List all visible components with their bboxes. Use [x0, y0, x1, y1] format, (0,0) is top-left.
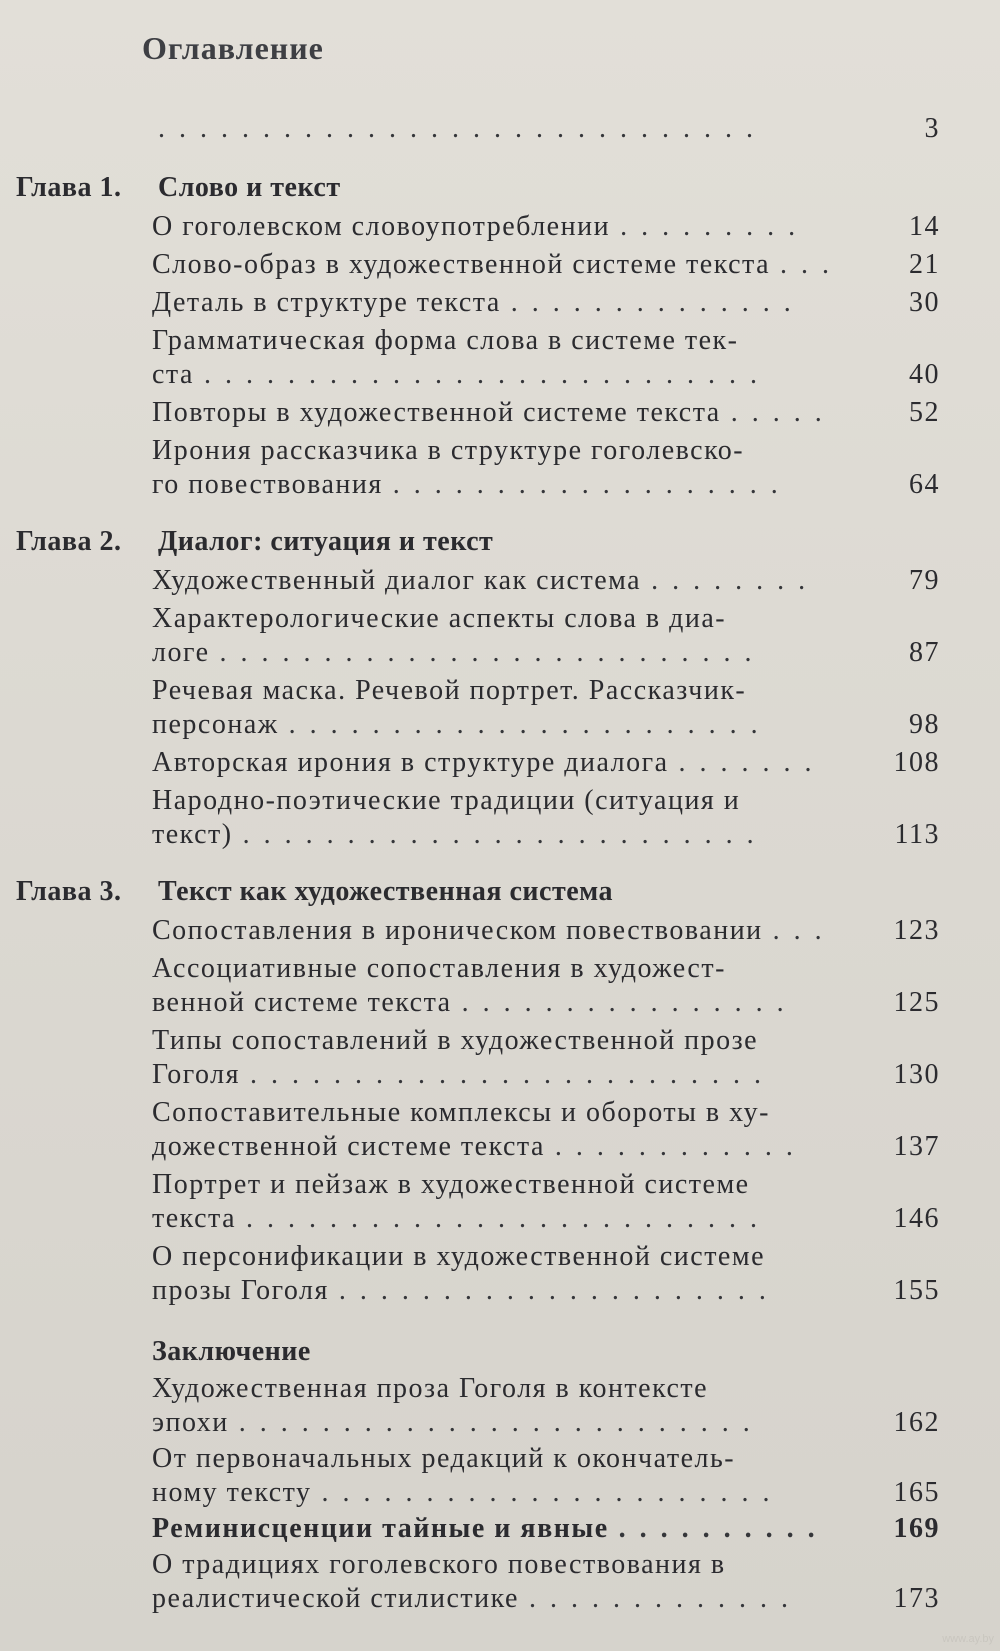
- chapter-heading: [16, 876, 613, 908]
- toc-entry-line: Речевая маска. Речевой портрет. Рассказчик-: [152, 675, 747, 706]
- page-number: 173: [893, 1583, 940, 1614]
- toc-entry-line: От первоначальных редакций к окончатель-: [152, 1443, 736, 1474]
- toc-entry-line: Гоголя: [152, 1059, 240, 1090]
- toc-entry: [152, 784, 940, 852]
- toc-entry-line: реалистической стилистике: [152, 1583, 519, 1614]
- page-number: 162: [893, 1407, 940, 1438]
- toc-entry: [152, 952, 940, 1020]
- chapter-title: Слово и текст: [158, 172, 341, 203]
- toc-intro-entry: [148, 112, 940, 146]
- toc-entry-line: Реминисценции тайные и явные: [152, 1513, 609, 1544]
- toc-entry-line: текста: [152, 1203, 237, 1234]
- toc-entry: [152, 324, 940, 392]
- toc-entry: [152, 602, 940, 670]
- chapter-heading: [16, 172, 341, 204]
- toc-entry: [152, 1548, 940, 1616]
- toc-entry-line: Народно-поэтические традиции (ситуация и: [152, 785, 741, 816]
- toc-entry: [152, 914, 940, 948]
- toc-entry: [152, 1168, 940, 1236]
- page-number: 169: [893, 1513, 940, 1544]
- toc-entry-line: венной системе текста: [152, 987, 452, 1018]
- page-number: 87: [909, 637, 940, 668]
- dot-leader: .........................: [246, 1203, 772, 1234]
- dot-leader: .....................: [338, 1275, 780, 1306]
- page-number: 137: [893, 1131, 940, 1162]
- toc-entry-line: Художественная проза Гоголя в контексте: [152, 1373, 709, 1404]
- toc-entry: [152, 210, 940, 244]
- dot-leader: ........: [651, 565, 820, 596]
- toc-entry-line: Ирония рассказчика в структуре гоголевско-: [152, 435, 745, 466]
- watermark: www.ay.by: [942, 1633, 994, 1645]
- dot-leader: ...................: [392, 469, 792, 500]
- toc-entry-line: О гоголевском словоупотреблении: [152, 211, 611, 242]
- toc-entry: [152, 1240, 940, 1308]
- toc-entry: [152, 1512, 940, 1546]
- toc-entry-line: прозы Гоголя: [152, 1275, 329, 1306]
- chapter-title: Диалог: ситуация и текст: [158, 526, 494, 557]
- toc-entry: [152, 396, 940, 430]
- toc-entry-line: Авторская ирония в структуре диалога: [152, 747, 669, 778]
- toc-entry-line: текст): [152, 819, 233, 850]
- page-number: 108: [893, 747, 940, 778]
- page-number: 123: [893, 915, 940, 946]
- toc-entry-line: Грамматическая форма слова в системе тек-: [152, 325, 739, 356]
- toc-entry: [152, 564, 940, 598]
- dot-leader: ...: [772, 915, 836, 946]
- page-number: 98: [909, 709, 940, 740]
- toc-entry: [152, 1024, 940, 1092]
- chapter-number: Глава 1.: [16, 172, 122, 203]
- toc-entry: [152, 746, 940, 780]
- toc-entry-line: Художественный диалог как система: [152, 565, 642, 596]
- toc-entry: [152, 248, 940, 282]
- toc-entry-line: Слово-образ в художественной системе текста: [152, 249, 771, 280]
- dot-leader: .........................: [242, 819, 768, 850]
- page-number: 40: [909, 359, 940, 390]
- toc-entry: [152, 1372, 940, 1440]
- toc-entry: [152, 286, 940, 320]
- dot-leader: ......................: [321, 1477, 784, 1508]
- page-number: 64: [909, 469, 940, 500]
- dot-leader: ...: [780, 249, 844, 280]
- page-number: 52: [909, 397, 940, 428]
- toc-entry-line: Сопоставления в ироническом повествовании: [152, 915, 763, 946]
- toc-entry-line: дожественной системе текста: [152, 1131, 545, 1162]
- chapter-number: Глава 3.: [16, 876, 122, 907]
- dot-leader: .....: [730, 397, 836, 428]
- toc-entry: [152, 1096, 940, 1164]
- toc-entry-line: логе: [152, 637, 210, 668]
- toc-entry-line: го повествования: [152, 469, 383, 500]
- page-number: 3: [924, 113, 940, 144]
- dot-leader: .........................: [250, 1059, 775, 1090]
- chapter-title: Текст как художественная система: [158, 876, 614, 907]
- toc-entry-line: Характерологические аспекты слова в диа-: [152, 603, 727, 634]
- page-number: 125: [893, 987, 940, 1018]
- page-number: 79: [909, 565, 940, 596]
- page-number: 165: [893, 1477, 940, 1508]
- toc-entry-line: персонаж: [152, 709, 279, 740]
- dot-leader: .............................: [158, 113, 767, 144]
- toc-entry-line: эпохи: [152, 1407, 229, 1438]
- page-number: 30: [909, 287, 940, 318]
- dot-leader: .........................: [238, 1407, 764, 1438]
- dot-leader: ............: [554, 1131, 807, 1162]
- toc-entry-line: О традициях гоголевского повествования в: [152, 1549, 726, 1580]
- dot-leader: .........: [620, 211, 810, 242]
- page-number: 146: [893, 1203, 940, 1234]
- toc-entry-line: Деталь в структуре текста: [152, 287, 501, 318]
- conclusion-heading: Заключение: [152, 1336, 311, 1367]
- dot-leader: ...........................: [203, 359, 771, 390]
- page-number: 14: [909, 211, 940, 242]
- chapter-number: Глава 2.: [16, 526, 122, 557]
- toc-entry: [152, 434, 940, 502]
- dot-leader: .............: [528, 1583, 802, 1614]
- toc-entry-line: Типы сопоставлений в художественной прозе: [152, 1025, 759, 1056]
- chapter-heading: [16, 526, 493, 558]
- page-number: 21: [909, 249, 940, 280]
- dot-leader: ................: [461, 987, 798, 1018]
- toc-entry: [152, 1442, 940, 1510]
- toc-entry-line: ста: [152, 359, 194, 390]
- toc-entry-line: Повторы в художественной системе текста: [152, 397, 721, 428]
- dot-leader: ..........: [618, 1513, 829, 1544]
- dot-leader: .......................: [288, 709, 772, 740]
- dot-leader: .......: [678, 747, 826, 778]
- toc-entry-line: Ассоциативные сопоставления в художест-: [152, 953, 726, 984]
- page-title: Оглавление: [142, 30, 324, 66]
- toc-entry-line: Сопоставительные комплексы и обороты в ху-: [152, 1097, 770, 1128]
- page-number: 130: [893, 1059, 940, 1090]
- page-number: 155: [893, 1275, 940, 1306]
- toc-entry-line: О персонификации в художественной системе: [152, 1241, 766, 1272]
- page-number: 113: [894, 819, 940, 850]
- dot-leader: ..........................: [219, 637, 766, 668]
- dot-leader: ..............: [510, 287, 805, 318]
- toc-entry-line: ному тексту: [152, 1477, 312, 1508]
- toc-entry: [152, 674, 940, 742]
- toc-entry-line: Портрет и пейзаж в художественной системе: [152, 1169, 750, 1200]
